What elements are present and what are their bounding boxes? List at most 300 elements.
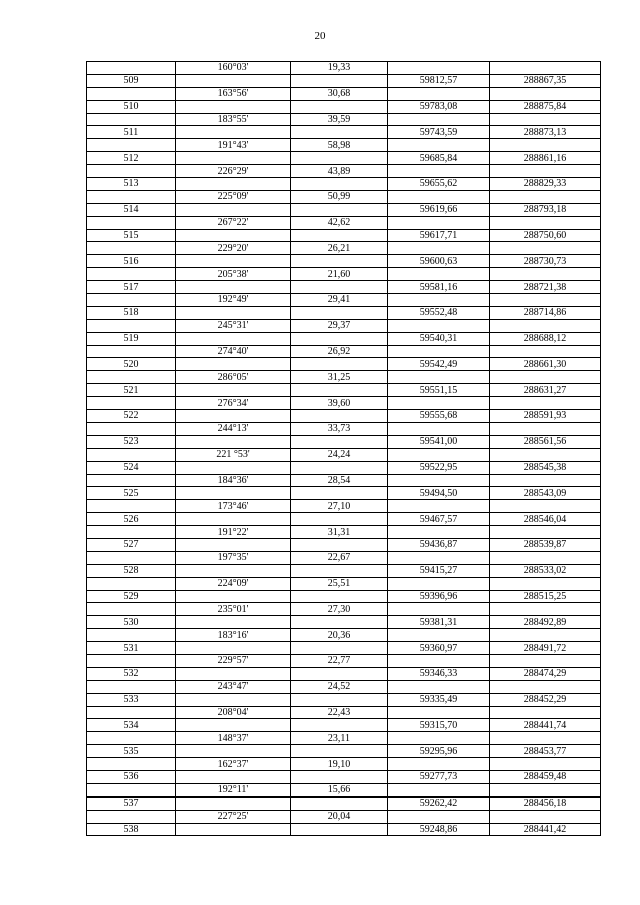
table-row <box>87 152 601 165</box>
distance-cell <box>291 487 388 500</box>
distance-cell: 42,62 <box>291 216 388 229</box>
distance-cell <box>291 435 388 448</box>
y-coordinate-cell <box>490 397 601 410</box>
table-row <box>87 590 601 603</box>
table-row <box>87 474 601 487</box>
point-number-cell <box>87 87 176 100</box>
table-row <box>87 371 601 384</box>
y-coordinate-cell <box>490 448 601 461</box>
table-row <box>87 706 601 719</box>
x-coordinate-cell <box>388 706 490 719</box>
y-coordinate-cell <box>490 371 601 384</box>
y-coordinate-cell <box>490 551 601 564</box>
point-number-cell: 510 <box>87 100 176 113</box>
table-row <box>87 810 601 823</box>
y-coordinate-cell: 288453,77 <box>490 745 601 758</box>
y-coordinate-cell <box>490 268 601 281</box>
point-number-cell: 526 <box>87 513 176 526</box>
point-number-cell <box>87 422 176 435</box>
point-number-cell <box>87 500 176 513</box>
table-row <box>87 667 601 680</box>
y-coordinate-cell: 288545,38 <box>490 461 601 474</box>
table-row <box>87 139 601 152</box>
point-number-cell <box>87 706 176 719</box>
table-row <box>87 203 601 216</box>
x-coordinate-cell <box>388 242 490 255</box>
direction-angle-cell <box>176 513 291 526</box>
y-coordinate-cell <box>490 629 601 642</box>
distance-cell <box>291 590 388 603</box>
point-number-cell <box>87 577 176 590</box>
table-row <box>87 397 601 410</box>
point-number-cell: 513 <box>87 178 176 191</box>
y-coordinate-cell: 288539,87 <box>490 538 601 551</box>
coordinates-table <box>86 61 601 836</box>
point-number-cell <box>87 294 176 307</box>
point-number-cell: 509 <box>87 74 176 87</box>
y-coordinate-cell <box>490 216 601 229</box>
direction-angle-cell: 226°29' <box>176 165 291 178</box>
point-number-cell: 522 <box>87 410 176 423</box>
distance-cell: 58,98 <box>291 139 388 152</box>
x-coordinate-cell <box>388 654 490 667</box>
y-coordinate-cell: 288452,29 <box>490 693 601 706</box>
direction-angle-cell: 192°11' <box>176 783 291 796</box>
table-row <box>87 513 601 526</box>
distance-cell: 33,73 <box>291 422 388 435</box>
y-coordinate-cell <box>490 810 601 823</box>
distance-cell <box>291 797 388 810</box>
y-coordinate-cell: 288861,16 <box>490 152 601 165</box>
distance-cell <box>291 332 388 345</box>
direction-angle-cell: 276°34' <box>176 397 291 410</box>
x-coordinate-cell <box>388 500 490 513</box>
point-number-cell: 518 <box>87 306 176 319</box>
y-coordinate-cell <box>490 165 601 178</box>
direction-angle-cell <box>176 642 291 655</box>
direction-angle-cell: 162°37' <box>176 758 291 771</box>
point-number-cell <box>87 758 176 771</box>
table-row <box>87 410 601 423</box>
distance-cell: 28,54 <box>291 474 388 487</box>
x-coordinate-cell: 59619,66 <box>388 203 490 216</box>
y-coordinate-cell <box>490 139 601 152</box>
direction-angle-cell: 227°25' <box>176 810 291 823</box>
point-number-cell <box>87 345 176 358</box>
table-row <box>87 603 601 616</box>
distance-cell <box>291 461 388 474</box>
distance-cell: 43,89 <box>291 165 388 178</box>
x-coordinate-cell: 59685,84 <box>388 152 490 165</box>
distance-cell <box>291 178 388 191</box>
x-coordinate-cell <box>388 397 490 410</box>
direction-angle-cell <box>176 616 291 629</box>
table-row <box>87 358 601 371</box>
x-coordinate-cell <box>388 577 490 590</box>
point-number-cell <box>87 268 176 281</box>
table-row <box>87 693 601 706</box>
point-number-cell: 532 <box>87 667 176 680</box>
x-coordinate-cell: 59581,16 <box>388 281 490 294</box>
direction-angle-cell <box>176 564 291 577</box>
x-coordinate-cell <box>388 87 490 100</box>
table-row <box>87 435 601 448</box>
y-coordinate-cell <box>490 474 601 487</box>
direction-angle-cell <box>176 384 291 397</box>
y-coordinate-cell: 288873,13 <box>490 126 601 139</box>
x-coordinate-cell: 59540,31 <box>388 332 490 345</box>
table-row <box>87 62 601 75</box>
x-coordinate-cell: 59415,27 <box>388 564 490 577</box>
direction-angle-cell <box>176 358 291 371</box>
x-coordinate-cell: 59600,63 <box>388 255 490 268</box>
distance-cell <box>291 358 388 371</box>
x-coordinate-cell: 59248,86 <box>388 823 490 836</box>
direction-angle-cell: 173°46' <box>176 500 291 513</box>
y-coordinate-cell: 288533,02 <box>490 564 601 577</box>
distance-cell <box>291 745 388 758</box>
x-coordinate-cell: 59346,33 <box>388 667 490 680</box>
direction-angle-cell <box>176 797 291 810</box>
distance-cell: 31,31 <box>291 526 388 539</box>
x-coordinate-cell: 59381,31 <box>388 616 490 629</box>
x-coordinate-cell <box>388 113 490 126</box>
table-row <box>87 629 601 642</box>
x-coordinate-cell: 59655,62 <box>388 178 490 191</box>
y-coordinate-cell: 288492,89 <box>490 616 601 629</box>
x-coordinate-cell <box>388 448 490 461</box>
distance-cell: 21,60 <box>291 268 388 281</box>
point-number-cell <box>87 319 176 332</box>
direction-angle-cell <box>176 178 291 191</box>
y-coordinate-cell <box>490 345 601 358</box>
direction-angle-cell: 229°57' <box>176 654 291 667</box>
distance-cell <box>291 100 388 113</box>
direction-angle-cell: 235°01' <box>176 603 291 616</box>
x-coordinate-cell: 59522,95 <box>388 461 490 474</box>
distance-cell <box>291 616 388 629</box>
distance-cell: 20,36 <box>291 629 388 642</box>
direction-angle-cell <box>176 410 291 423</box>
table-row <box>87 345 601 358</box>
y-coordinate-cell <box>490 62 601 75</box>
direction-angle-cell: 191°43' <box>176 139 291 152</box>
x-coordinate-cell <box>388 345 490 358</box>
distance-cell: 22,43 <box>291 706 388 719</box>
point-number-cell <box>87 448 176 461</box>
table-row <box>87 770 601 783</box>
distance-cell <box>291 126 388 139</box>
y-coordinate-cell: 288793,18 <box>490 203 601 216</box>
y-coordinate-cell <box>490 654 601 667</box>
distance-cell <box>291 667 388 680</box>
direction-angle-cell: 163°56' <box>176 87 291 100</box>
x-coordinate-cell <box>388 603 490 616</box>
point-number-cell <box>87 165 176 178</box>
direction-angle-cell <box>176 719 291 732</box>
direction-angle-cell: 224°09' <box>176 577 291 590</box>
point-number-cell <box>87 474 176 487</box>
point-number-cell <box>87 654 176 667</box>
distance-cell: 27,10 <box>291 500 388 513</box>
point-number-cell: 519 <box>87 332 176 345</box>
direction-angle-cell <box>176 461 291 474</box>
y-coordinate-cell: 288441,74 <box>490 719 601 732</box>
x-coordinate-cell: 59436,87 <box>388 538 490 551</box>
table-row <box>87 461 601 474</box>
point-number-cell: 529 <box>87 590 176 603</box>
distance-cell: 31,25 <box>291 371 388 384</box>
direction-angle-cell <box>176 306 291 319</box>
x-coordinate-cell: 59551,15 <box>388 384 490 397</box>
distance-cell: 19,33 <box>291 62 388 75</box>
point-number-cell: 523 <box>87 435 176 448</box>
y-coordinate-cell <box>490 422 601 435</box>
distance-cell <box>291 306 388 319</box>
y-coordinate-cell: 288456,18 <box>490 797 601 810</box>
direction-angle-cell: 244°13' <box>176 422 291 435</box>
table-row <box>87 190 601 203</box>
x-coordinate-cell: 59783,08 <box>388 100 490 113</box>
x-coordinate-cell: 59360,97 <box>388 642 490 655</box>
direction-angle-cell <box>176 255 291 268</box>
table-row <box>87 87 601 100</box>
x-coordinate-cell <box>388 422 490 435</box>
direction-angle-cell: 192°49' <box>176 294 291 307</box>
x-coordinate-cell: 59812,57 <box>388 74 490 87</box>
table-row <box>87 551 601 564</box>
distance-cell: 15,66 <box>291 783 388 796</box>
distance-cell <box>291 152 388 165</box>
distance-cell <box>291 564 388 577</box>
y-coordinate-cell: 288515,25 <box>490 590 601 603</box>
table-row <box>87 783 601 796</box>
direction-angle-cell <box>176 281 291 294</box>
y-coordinate-cell <box>490 732 601 745</box>
direction-angle-cell <box>176 823 291 836</box>
distance-cell <box>291 770 388 783</box>
x-coordinate-cell <box>388 551 490 564</box>
table-row <box>87 526 601 539</box>
point-number-cell: 528 <box>87 564 176 577</box>
distance-cell: 39,60 <box>291 397 388 410</box>
point-number-cell: 512 <box>87 152 176 165</box>
direction-angle-cell: 274°40' <box>176 345 291 358</box>
y-coordinate-cell: 288546,04 <box>490 513 601 526</box>
table-row <box>87 126 601 139</box>
point-number-cell <box>87 732 176 745</box>
distance-cell: 26,92 <box>291 345 388 358</box>
x-coordinate-cell <box>388 294 490 307</box>
distance-cell <box>291 281 388 294</box>
distance-cell <box>291 693 388 706</box>
distance-cell: 29,37 <box>291 319 388 332</box>
table-row <box>87 422 601 435</box>
point-number-cell: 520 <box>87 358 176 371</box>
table-row <box>87 229 601 242</box>
table-row <box>87 745 601 758</box>
x-coordinate-cell <box>388 371 490 384</box>
x-coordinate-cell <box>388 732 490 745</box>
table-row <box>87 178 601 191</box>
point-number-cell <box>87 551 176 564</box>
distance-cell <box>291 513 388 526</box>
direction-angle-cell <box>176 770 291 783</box>
y-coordinate-cell: 288875,84 <box>490 100 601 113</box>
direction-angle-cell <box>176 229 291 242</box>
point-number-cell: 515 <box>87 229 176 242</box>
point-number-cell <box>87 397 176 410</box>
y-coordinate-cell <box>490 500 601 513</box>
y-coordinate-cell <box>490 603 601 616</box>
direction-angle-cell: 183°16' <box>176 629 291 642</box>
direction-angle-cell: 184°36' <box>176 474 291 487</box>
table-row <box>87 113 601 126</box>
direction-angle-cell: 245°31' <box>176 319 291 332</box>
point-number-cell <box>87 603 176 616</box>
point-number-cell <box>87 190 176 203</box>
point-number-cell <box>87 113 176 126</box>
direction-angle-cell: 205°38' <box>176 268 291 281</box>
x-coordinate-cell <box>388 526 490 539</box>
direction-angle-cell <box>176 745 291 758</box>
table-row <box>87 758 601 771</box>
point-number-cell: 527 <box>87 538 176 551</box>
x-coordinate-cell <box>388 319 490 332</box>
x-coordinate-cell: 59552,48 <box>388 306 490 319</box>
direction-angle-cell: 243°47' <box>176 680 291 693</box>
direction-angle-cell: 148°37' <box>176 732 291 745</box>
direction-angle-cell <box>176 332 291 345</box>
direction-angle-cell: 191°22' <box>176 526 291 539</box>
x-coordinate-cell <box>388 190 490 203</box>
distance-cell: 24,24 <box>291 448 388 461</box>
point-number-cell: 538 <box>87 823 176 836</box>
y-coordinate-cell: 288631,27 <box>490 384 601 397</box>
direction-angle-cell: 197°35' <box>176 551 291 564</box>
point-number-cell: 531 <box>87 642 176 655</box>
point-number-cell <box>87 680 176 693</box>
point-number-cell: 533 <box>87 693 176 706</box>
table-row <box>87 616 601 629</box>
x-coordinate-cell: 59277,73 <box>388 770 490 783</box>
distance-cell: 27,30 <box>291 603 388 616</box>
distance-cell: 29,41 <box>291 294 388 307</box>
table-row <box>87 306 601 319</box>
y-coordinate-cell: 288714,86 <box>490 306 601 319</box>
x-coordinate-cell: 59262,42 <box>388 797 490 810</box>
distance-cell <box>291 255 388 268</box>
y-coordinate-cell <box>490 680 601 693</box>
table-body <box>87 62 601 836</box>
x-coordinate-cell <box>388 165 490 178</box>
direction-angle-cell: 229°20' <box>176 242 291 255</box>
y-coordinate-cell: 288474,29 <box>490 667 601 680</box>
point-number-cell <box>87 371 176 384</box>
point-number-cell <box>87 526 176 539</box>
y-coordinate-cell <box>490 706 601 719</box>
table-row <box>87 654 601 667</box>
x-coordinate-cell <box>388 216 490 229</box>
table-row <box>87 384 601 397</box>
y-coordinate-cell: 288721,38 <box>490 281 601 294</box>
table-row <box>87 216 601 229</box>
table-row <box>87 538 601 551</box>
x-coordinate-cell <box>388 474 490 487</box>
table-row <box>87 564 601 577</box>
distance-cell <box>291 538 388 551</box>
distance-cell: 20,04 <box>291 810 388 823</box>
y-coordinate-cell: 288867,35 <box>490 74 601 87</box>
direction-angle-cell <box>176 435 291 448</box>
x-coordinate-cell: 59555,68 <box>388 410 490 423</box>
x-coordinate-cell <box>388 62 490 75</box>
distance-cell <box>291 74 388 87</box>
x-coordinate-cell: 59743,59 <box>388 126 490 139</box>
x-coordinate-cell <box>388 629 490 642</box>
direction-angle-cell <box>176 203 291 216</box>
y-coordinate-cell: 288661,30 <box>490 358 601 371</box>
table-row <box>87 823 601 836</box>
y-coordinate-cell: 288441,42 <box>490 823 601 836</box>
direction-angle-cell <box>176 100 291 113</box>
table-row <box>87 255 601 268</box>
distance-cell: 24,52 <box>291 680 388 693</box>
distance-cell <box>291 410 388 423</box>
x-coordinate-cell <box>388 783 490 796</box>
point-number-cell: 537 <box>87 797 176 810</box>
direction-angle-cell: 267°22' <box>176 216 291 229</box>
distance-cell: 23,11 <box>291 732 388 745</box>
point-number-cell <box>87 242 176 255</box>
table-row <box>87 242 601 255</box>
table-row <box>87 500 601 513</box>
table-row <box>87 732 601 745</box>
y-coordinate-cell <box>490 319 601 332</box>
y-coordinate-cell <box>490 87 601 100</box>
y-coordinate-cell: 288730,73 <box>490 255 601 268</box>
point-number-cell <box>87 629 176 642</box>
table-row <box>87 719 601 732</box>
point-number-cell: 530 <box>87 616 176 629</box>
y-coordinate-cell: 288459,48 <box>490 770 601 783</box>
y-coordinate-cell <box>490 294 601 307</box>
direction-angle-cell <box>176 538 291 551</box>
direction-angle-cell <box>176 693 291 706</box>
table-row <box>87 680 601 693</box>
point-number-cell: 524 <box>87 461 176 474</box>
direction-angle-cell <box>176 487 291 500</box>
direction-angle-cell <box>176 590 291 603</box>
y-coordinate-cell <box>490 242 601 255</box>
distance-cell <box>291 229 388 242</box>
distance-cell: 30,68 <box>291 87 388 100</box>
y-coordinate-cell: 288561,56 <box>490 435 601 448</box>
distance-cell: 19,10 <box>291 758 388 771</box>
table-row <box>87 642 601 655</box>
distance-cell: 50,99 <box>291 190 388 203</box>
table-row <box>87 448 601 461</box>
x-coordinate-cell: 59542,49 <box>388 358 490 371</box>
table-row <box>87 577 601 590</box>
x-coordinate-cell <box>388 810 490 823</box>
table-row <box>87 74 601 87</box>
y-coordinate-cell: 288750,60 <box>490 229 601 242</box>
distance-cell <box>291 642 388 655</box>
x-coordinate-cell: 59617,71 <box>388 229 490 242</box>
table-row <box>87 487 601 500</box>
point-number-cell <box>87 62 176 75</box>
